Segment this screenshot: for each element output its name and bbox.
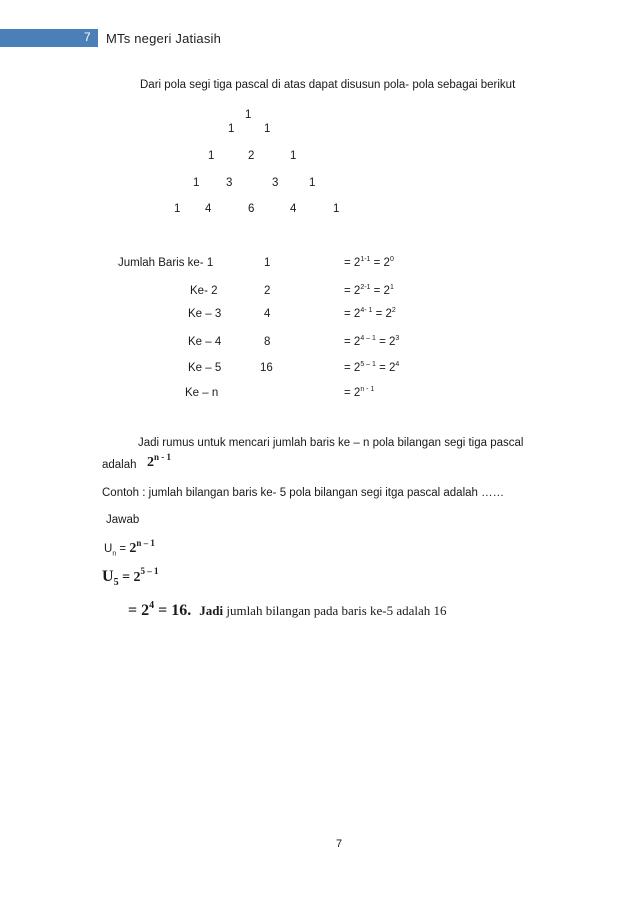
row-label: Ke – n: [185, 387, 219, 399]
triangle-cell: 1: [174, 203, 181, 215]
row-label: Jumlah Baris ke- 1: [118, 257, 214, 269]
row-label: Ke- 2: [190, 285, 218, 297]
footer-page-number: 7: [336, 838, 343, 850]
row-power: = $2^{1-1} = 2^0$: [344, 256, 394, 269]
triangle-cell: 1: [193, 177, 200, 189]
example-question: Contoh : jumlah bilangan baris ke- 5 pola bilangan segi itga pascal adalah ……: [102, 487, 505, 499]
formula-sentence: Jadi rumus untuk mencari jumlah baris ke – n pola bilangan segi tiga pascal: [138, 437, 524, 449]
row-value: 16: [260, 362, 273, 374]
triangle-cell: 3: [272, 177, 279, 189]
row-label: Ke – 4: [188, 336, 222, 348]
triangle-cell: 1: [245, 109, 252, 121]
triangle-cell: 1: [264, 123, 271, 135]
header-page-number: 7: [84, 30, 91, 44]
triangle-cell: 1: [208, 150, 215, 162]
row-power: = $2^{2-1} = 2^1$: [344, 284, 394, 297]
triangle-cell: 1: [228, 123, 235, 135]
row-value: 8: [264, 336, 271, 348]
row-power: = $2^{5 - 1} = 2^4$: [344, 361, 400, 374]
row-label: Ke – 3: [188, 308, 222, 320]
row-power: = $2^{4- 1} = 2^2$: [344, 307, 396, 320]
u5-formula: $U_5 = 2^{5 - 1}$: [102, 566, 159, 589]
triangle-cell: 4: [290, 203, 297, 215]
answer-label: Jawab: [106, 514, 140, 526]
intro-text: Dari pola segi tiga pascal di atas dapat disusun pola- pola sebagai berikut: [140, 79, 516, 91]
triangle-cell: 6: [248, 203, 255, 215]
row-value: 4: [264, 308, 271, 320]
triangle-cell: 2: [248, 150, 255, 162]
triangle-cell: 1: [309, 177, 316, 189]
row-power: = $2^{n - 1}$: [344, 386, 375, 399]
row-power: = $2^{4 - 1} = 2^3$: [344, 335, 400, 348]
row-label: Ke – 5: [188, 362, 222, 374]
formula-expression: 2$^{n - 1}$: [147, 452, 172, 470]
row-value: 1: [264, 257, 271, 269]
row-value: 2: [264, 285, 271, 297]
triangle-cell: 1: [333, 203, 340, 215]
triangle-cell: 4: [205, 203, 212, 215]
triangle-cell: 3: [226, 177, 233, 189]
triangle-cell: 1: [290, 150, 297, 162]
header-title: MTs negeri Jatiasih: [106, 31, 222, 46]
result-line: = $2^4 = 16$. Jadi jumlah bilangan pada baris ke-5 adalah 16: [128, 600, 447, 619]
formula-adalah: adalah: [102, 459, 137, 471]
un-formula: $U_n = 2^{n - 1}$: [104, 538, 155, 558]
